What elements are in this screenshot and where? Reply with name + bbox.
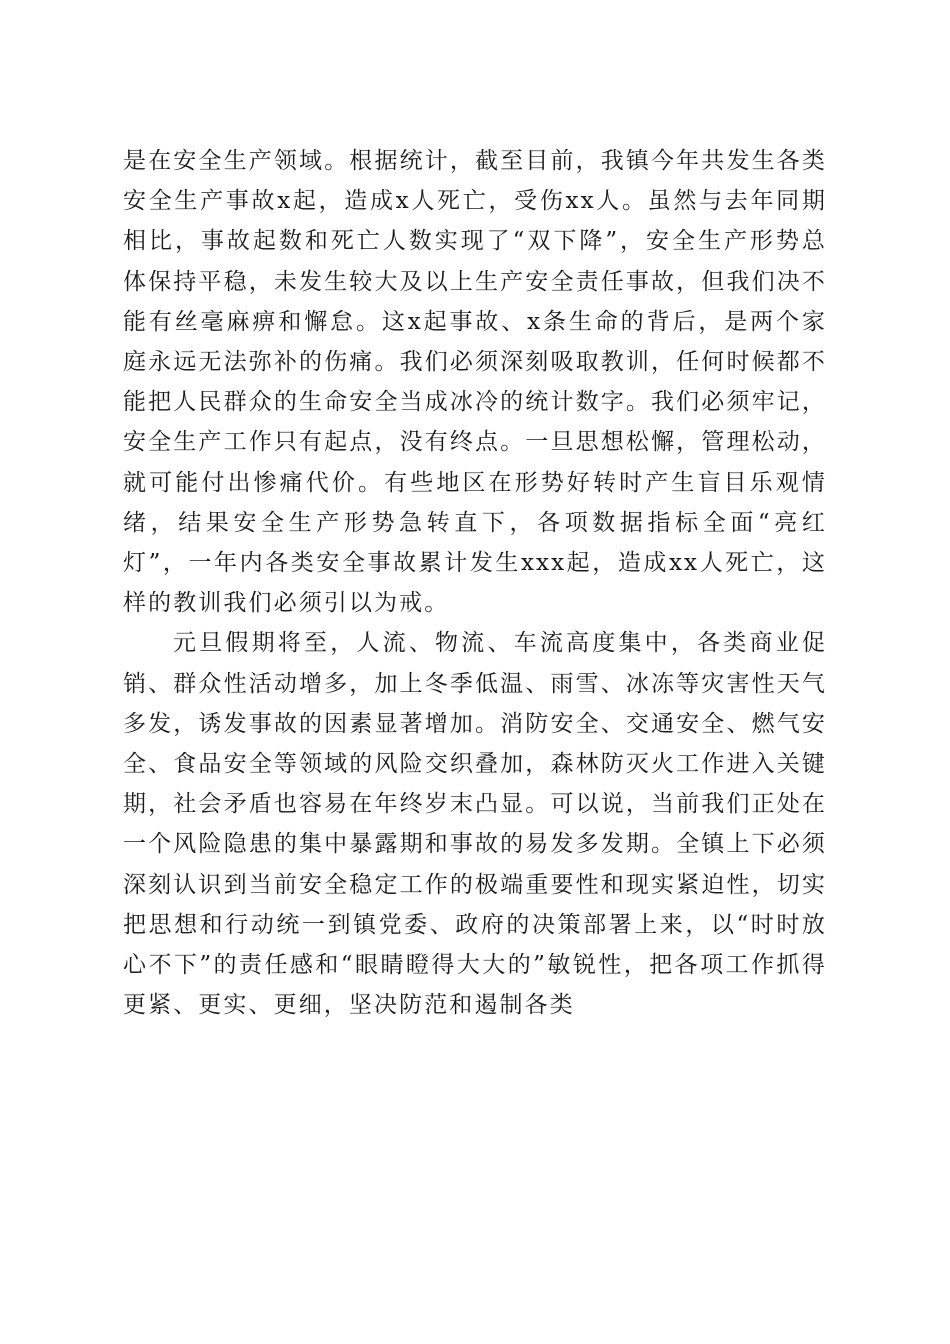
paragraph-1: 是在安全生产领域。根据统计，截至目前，我镇今年共发生各类安全生产事故x起，造成x人死亡，受伤xx人。虽然与去年同期相比，事故起数和死亡人数实现了“双下降”，安全生产形势总体保持平稳，未发生较大及以上生产安全责任事故，但我们决不能有丝毫麻痹和懈怠。这x起事故、x条生命的背后，是两个家庭永远无法弥补的伤痛。我们必须深刻吸取教训，任何时候都不能把人民群众的生命安全当成冰冷的统计数字。我们必须牢记，安全生产工作只有起点，没有终点。一旦思想松懈，管理松动，就可能付出惨痛代价。有些地区在形势好转时产生盲目乐观情绪，结果安全生产形势急转直下，各项数据指标全面“亮红灯”，一年内各类安全事故累计发生xxx起，造成xx人死亡，这样的教训我们必须引以为戒。 [123,148,827,617]
document-body [123,141,827,1025]
paragraph-2: 元旦假期将至，人流、物流、车流高度集中，各类商业促销、群众性活动增多，加上冬季低温、雨雪、冰冻等灾害性天气多发，诱发事故的因素显著增加。消防安全、交通安全、燃气安全、食品安全等领域的风险交织叠加，森林防灭火工作进入关键期，社会矛盾也容易在年终岁末凸显。可以说，当前我们正处在一个风险隐患的集中暴露期和事故的易发多发期。全镇上下必须深刻认识到当前安全稳定工作的极端重要性和现实紧迫性，切实把思想和行动统一到镇党委、政府的决策部署上来，以“时时放心不下”的责任感和“眼睛瞪得大大的”敏锐性，把各项工作抓得更紧、更实、更细，坚决防范和遏制各类 [123,630,827,1019]
